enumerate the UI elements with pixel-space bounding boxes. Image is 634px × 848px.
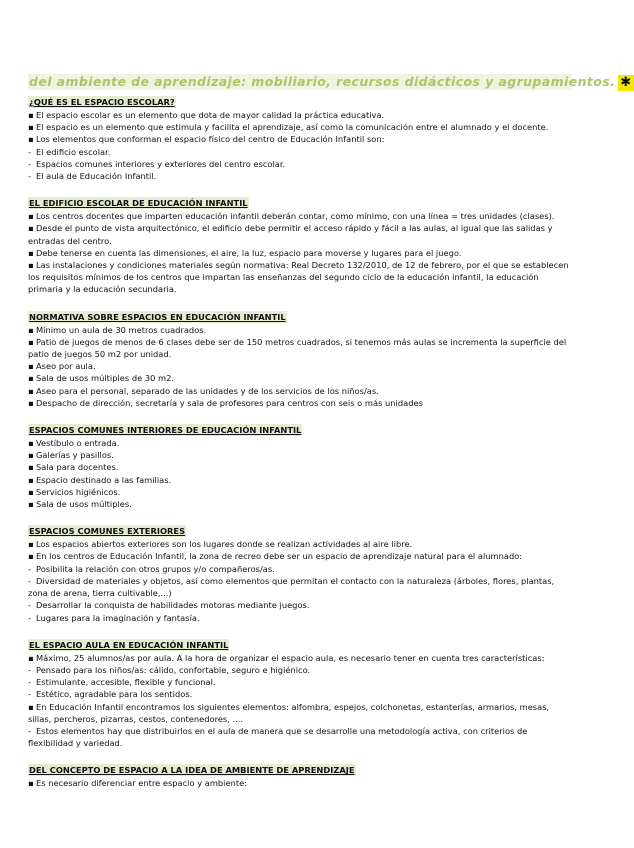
dash-item — [28, 170, 572, 182]
bullet-icon: ▪ — [28, 652, 34, 663]
dash-marker: - — [28, 171, 31, 182]
document-body — [28, 90, 572, 790]
item-text: Los elementos que conforman el espacio físico del centro de Educación Infantil son: — [36, 134, 385, 145]
bullet-item — [28, 449, 572, 461]
dash-marker: - — [28, 575, 31, 586]
item-text: Posibilita la relación con otros grupos y/o compañeros/as. — [36, 563, 275, 574]
item-text: Las instalaciones y condiciones materiales según normativa: Real Decreto 132/2010, de 12 de febrero, por el que se establecen los requisitos mínimos de los centros que impartan las enseñanzas del segundo ciclo de la educación infantil, la educación primaria y la educación secundaria. — [28, 260, 569, 295]
bullet-icon: ▪ — [28, 324, 34, 335]
bullet-icon: ▪ — [28, 223, 34, 234]
dash-item — [28, 158, 572, 170]
section-heading: DEL CONCEPTO DE ESPACIO A LA IDEA DE AMBIENTE DE APRENDIZAJE — [29, 765, 355, 776]
item-text: Diversidad de materiales y objetos, así como elementos que permitan el contacto con la naturaleza (árboles, flores, plantas, zona de arena, tierra cultivable,...) — [28, 575, 555, 599]
item-text: Debe tenerse en cuenta las dimensiones, el aire, la luz, espacio para moverse y lugares para el juego. — [36, 247, 462, 258]
dash-marker: - — [28, 677, 31, 688]
bullet-icon: ▪ — [28, 701, 34, 712]
dash-item — [28, 563, 572, 575]
bullet-icon: ▪ — [28, 373, 34, 384]
item-text: Desarrollar la conquista de habilidades motoras mediante juegos. — [36, 600, 310, 611]
item-text: En los centros de Educación Infantil, la zona de recreo debe ser un espacio de aprendizaje natural para el alumnado: — [36, 551, 523, 562]
item-text: Es necesario diferenciar entre espacio y ambiente: — [36, 778, 248, 789]
item-text: Servicios higiénicos. — [36, 486, 121, 497]
section-heading: EL ESPACIO AULA EN EDUCACIÓN INFANTIL — [29, 639, 229, 650]
item-text: Los centros docentes que imparten educación infantil deberán contar, como mínimo, con una línea = tres unidades (clases). — [36, 211, 555, 222]
bullet-item — [28, 372, 572, 384]
dash-marker: - — [28, 612, 31, 623]
bullet-item — [28, 222, 572, 246]
bullet-item — [28, 133, 572, 145]
item-text: Patio de juegos de menos de 6 clases debe ser de 150 metros cuadrados, si tenemos más aulas se incrementa la superficie del patio de juegos 50 m2 por unidad. — [28, 336, 567, 360]
dash-marker: - — [28, 600, 31, 611]
section — [28, 519, 572, 623]
item-text: El espacio es un elemento que estimula y facilita el aprendizaje, así como la comunicación entre el alumnado y el docente. — [36, 122, 549, 133]
item-text: El edificio escolar. — [36, 146, 111, 157]
bullet-icon: ▪ — [28, 499, 34, 510]
bullet-icon: ▪ — [28, 462, 34, 473]
item-text: Estético, agradable para los sentidos. — [36, 689, 193, 700]
bullet-item — [28, 259, 572, 296]
dash-item — [28, 575, 572, 599]
bullet-item — [28, 109, 572, 121]
bullet-item — [28, 461, 572, 473]
item-text: En Educación Infantil encontramos los siguientes elementos: alfombra, espejos, colchonetas, estanterías, armarios, mesas, sillas, percheros, pizarras, cestos, contenedores, .... — [28, 701, 550, 724]
dash-item — [28, 725, 572, 749]
section — [28, 633, 572, 750]
section-heading: ¿QUÉ ES EL ESPACIO ESCOLAR? — [29, 97, 175, 107]
item-text: Galerías y pasillos. — [36, 450, 114, 461]
item-text: Vestíbulo o entrada. — [36, 438, 120, 449]
dash-marker: - — [28, 563, 31, 574]
bullet-item — [28, 701, 572, 725]
item-text: Espacios comunes interiores y exteriores del centro escolar. — [36, 158, 286, 169]
bullet-icon: ▪ — [28, 474, 34, 485]
asterisk-icon: ✱ — [620, 75, 632, 90]
bullet-icon: ▪ — [28, 450, 34, 461]
item-text: Máximo, 25 alumnos/as por aula. A la hora de organizar el espacio aula, es necesario tener en cuenta tres características: — [36, 652, 545, 663]
dash-marker: - — [28, 146, 31, 157]
section — [28, 418, 572, 510]
item-text: Mínimo un aula de 30 metros cuadrados. — [36, 324, 207, 335]
item-text: El aula de Educación Infantil. — [36, 171, 157, 182]
bullet-item — [28, 121, 572, 133]
section-heading: ESPACIOS COMUNES EXTERIORES — [29, 526, 186, 537]
item-text: Sala de usos múltiples de 30 m2. — [36, 373, 175, 384]
section — [28, 90, 572, 182]
bullet-item — [28, 538, 572, 550]
title-text: del ambiente de aprendizaje: mobiliario, recursos didácticos y agrupamientos. — [29, 74, 616, 89]
bullet-item — [28, 336, 572, 360]
dash-item — [28, 599, 572, 611]
bullet-icon: ▪ — [28, 110, 34, 120]
dash-item — [28, 664, 572, 676]
item-text: Pensado para los niños/as: cálido, confortable, seguro e higiénico. — [36, 664, 311, 675]
bullet-icon: ▪ — [28, 122, 34, 133]
section — [28, 305, 572, 409]
dash-item — [28, 688, 572, 700]
bullet-item — [28, 210, 572, 222]
dash-item — [28, 146, 572, 158]
bullet-icon: ▪ — [28, 397, 34, 408]
dash-marker: - — [28, 158, 31, 169]
bullet-icon: ▪ — [28, 260, 34, 271]
bullet-icon: ▪ — [28, 385, 34, 396]
bullet-icon: ▪ — [28, 361, 34, 372]
bullet-icon: ▪ — [28, 211, 34, 222]
dash-item — [28, 676, 572, 688]
bullet-item — [28, 550, 572, 562]
bullet-item — [28, 474, 572, 486]
bullet-item — [28, 324, 572, 336]
document-title — [28, 74, 632, 90]
bullet-item — [28, 486, 572, 498]
item-text: Sala para docentes. — [36, 462, 119, 473]
item-text: Estimulante, accesible, flexible y funcional. — [36, 677, 216, 688]
bullet-item — [28, 385, 572, 397]
section — [28, 191, 572, 295]
section — [28, 758, 572, 789]
dash-marker: - — [28, 664, 31, 675]
item-text: Aseo por aula. — [36, 361, 96, 372]
bullet-item — [28, 437, 572, 449]
bullet-icon: ▪ — [28, 247, 34, 258]
item-text: Lugares para la imaginación y fantasía. — [36, 612, 200, 623]
item-text: Los espacios abiertos exteriores son los lugares donde se realizan actividades al aire libre. — [36, 539, 413, 550]
bullet-icon: ▪ — [28, 778, 34, 789]
bullet-item — [28, 777, 572, 789]
bullet-icon: ▪ — [28, 438, 34, 449]
bullet-icon: ▪ — [28, 539, 34, 550]
dash-marker: - — [28, 725, 31, 736]
item-text: El espacio escolar es un elemento que dota de mayor calidad la práctica educativa. — [36, 110, 385, 120]
bullet-icon: ▪ — [28, 336, 34, 347]
bullet-item — [28, 498, 572, 510]
item-text: Despacho de dirección, secretaría y sala de profesores para centros con seis o más unidades — [36, 397, 423, 408]
item-text: Aseo para el personal, separado de las unidades y de los servicios de los niños/as. — [36, 385, 379, 396]
dash-item — [28, 612, 572, 624]
dash-marker: - — [28, 689, 31, 700]
item-text: Estos elementos hay que distribuirlos en el aula de manera que se desarrolle una metodología activa, con criterios de flexibilidad y variedad. — [28, 725, 528, 749]
bullet-icon: ▪ — [28, 486, 34, 497]
section-heading: NORMATIVA SOBRE ESPACIOS EN EDUCACIÓN INFANTIL — [29, 311, 286, 322]
section-heading: ESPACIOS COMUNES INTERIORES DE EDUCACIÓN INFANTIL — [29, 425, 302, 436]
bullet-icon: ▪ — [28, 134, 34, 145]
item-text: Espacio destinado a las familias. — [36, 474, 172, 485]
item-text: Sala de usos múltiples. — [36, 499, 132, 510]
bullet-item — [28, 360, 572, 372]
bullet-icon: ▪ — [28, 551, 34, 562]
bullet-item — [28, 247, 572, 259]
item-text: Desde el punto de vista arquitectónico, el edificio debe permitir el acceso rápido y fácil a las aulas, al igual que las salidas y entradas del centro. — [28, 223, 553, 246]
section-heading: EL EDIFICIO ESCOLAR DE EDUCACIÓN INFANTIL — [29, 198, 248, 209]
bullet-item — [28, 397, 572, 409]
bullet-item — [28, 652, 572, 664]
